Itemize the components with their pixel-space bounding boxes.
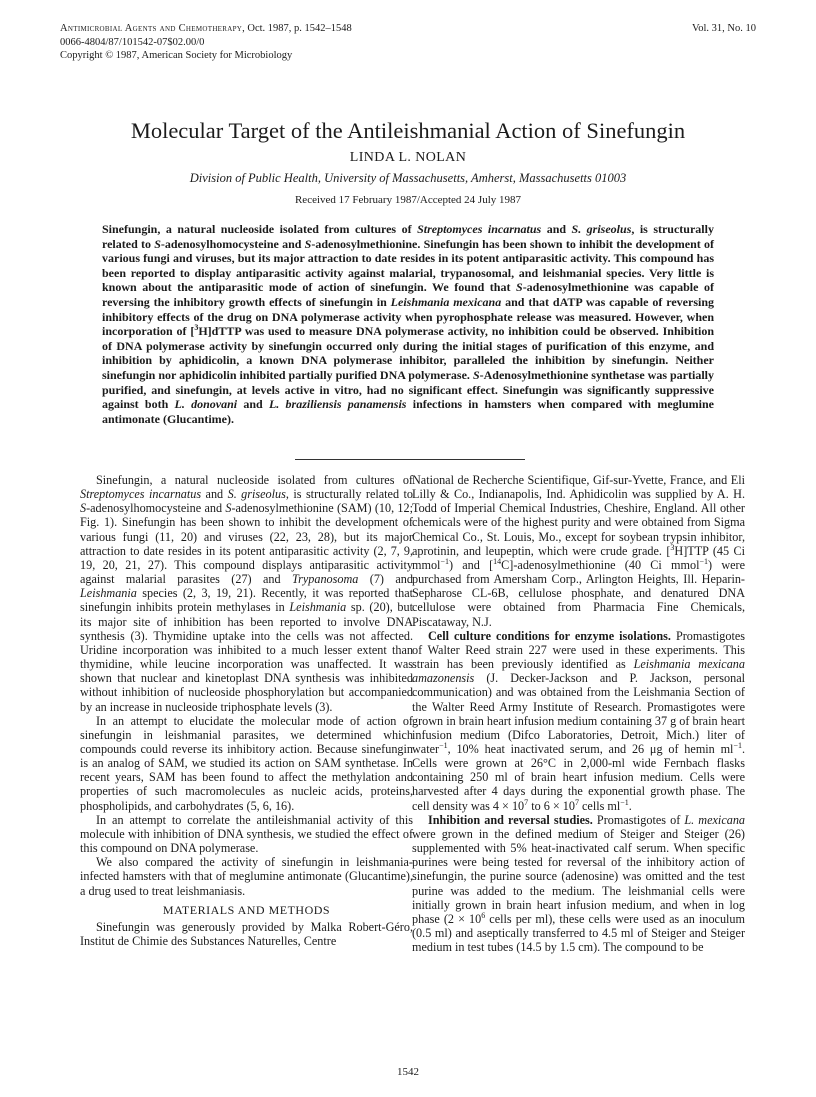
- text-run: In an attempt to correlate the antileishmanial activity of this molecule with inhibition of DNA synthesis, we studied the effect of this compound on DNA polymerase.: [80, 812, 413, 856]
- text-run: C]-adenosylmethionine (40 Ci mmol: [501, 557, 700, 572]
- text-run: and: [541, 222, 572, 236]
- text-run: -adenosylmethionine. Sinefungin has been shown to inhibit the development of various fungi and viruses, but its major attraction to date resides in its potent antiparasitic activity. This compound has been reported to display antiparasitic activity against malarial, trypanosomal, and leishmanial species. Very little is known about the antiparasitic mode of action of sinefungin. We found that: [102, 236, 715, 295]
- author-name: LINDA L. NOLAN: [349, 150, 467, 165]
- section-divider: [295, 459, 525, 460]
- body-paragraph: [412, 473, 745, 629]
- text-run: species (2, 3, 19, 21). Recently, it was reported that sinefungin inhibits protein methylases in: [80, 586, 413, 615]
- text-run: Sinefungin, a natural nucleoside isolated from cultures of: [96, 473, 413, 487]
- text-run: Streptomyces incarnatus: [80, 487, 202, 502]
- text-run: H]TTP (45 Ci mmol: [412, 543, 745, 572]
- text-run: -Adenosylmethionine synthetase was partially purified, and sinefungin, at levels active in vitro, had no significant effect. Sinefungin was significantly suppressive against both: [102, 367, 714, 412]
- text-run: cells ml: [578, 798, 621, 813]
- body-paragraph: [412, 629, 745, 813]
- author-affiliation: Division of Public Health, University of Massachusetts, Amherst, Massachusetts 01003: [189, 171, 627, 185]
- text-run: S: [80, 501, 87, 516]
- text-run: Cell culture conditions for enzyme isolations.: [428, 628, 671, 643]
- text-run: (7) and: [358, 572, 413, 587]
- text-run: to 6 × 10: [528, 798, 575, 813]
- body-paragraph: [80, 714, 413, 813]
- text-run: ) were purchased from Amersham Corp., Arlington Heights, Ill. Heparin-Sepharose CL-6B, cellulose phosphate, and denatured DNA cellulose were obtained from Pharmacia Fine Chemicals, Piscataway, N.J.: [412, 557, 745, 629]
- text-run: L. mexicana: [684, 812, 746, 827]
- text-run: -adenosylhomocysteine and: [86, 501, 226, 516]
- text-run: -adenosylhomocysteine and: [160, 236, 305, 251]
- text-run: and: [201, 487, 228, 502]
- text-run: S: [154, 236, 161, 251]
- text-run: (J. Decker-Jackson and P. Jackson, personal communication) and was obtained from the Leishmania Section of the Walter Reed Army Institute of Research. Promastigotes were grown in brain heart infusion medium containing 37 g of brain heart infusion medium (Difco Laboratories, Detroit, Mich.) liter of water: [412, 671, 745, 756]
- body-paragraph: [80, 473, 413, 714]
- text-run: -adenosylmethionine was capable of reversing the inhibitory growth effects of sinefungin in: [102, 280, 714, 309]
- text-run: Sinefungin, a natural nucleoside isolated from cultures of: [102, 222, 418, 236]
- text-run: L. donovani: [174, 397, 238, 412]
- text-run: , 10% heat inactivated serum, and 26 μg of hemin ml: [447, 741, 734, 756]
- text-run: In an attempt to elucidate the molecular mode of action of sinefungin in leishmanial parasites, we determined which compounds could reverse its inhibitory action. Because sinefungin is an analog of SAM, we studied its action on SAM synthetase. In recent years, SAM has been found to affect the methylation and properties of such macromolecules as nucleic acids, proteins, phospholipids, and carbohydrates (5, 6, 16).: [80, 713, 413, 813]
- body-paragraph: [80, 855, 413, 897]
- text-run: −1: [733, 740, 742, 750]
- volume-number: Vol. 31, No. 10: [692, 23, 756, 34]
- text-run: . Cells were grown at 26°C in 2,000-ml wide Fernbach flasks containing 250 ml of brain heart infusion medium. Cells were harvested after 4 days during the exponential growth phase. The cell density was 4 × 10: [412, 741, 745, 813]
- text-run: were grown in the defined medium of Steiger and Steiger (26) supplemented with 5% heat-inactivated calf serum. When specific purines were being tested for reversal of the inhibitory action of sinefungin, the purine source (adenosine) was omitted and the test purine was added to the medium. The leishmanial cells were initially grown in brain heart infusion medium, and when in log phase (2 × 10: [412, 826, 745, 926]
- text-run: and that dATP was capable of reversing inhibitory effects of the drug on DNA polymerase activity when pyrophosphate release was measured. However, when incorporation of [: [102, 294, 714, 339]
- received-dates: Received 17 February 1987/Accepted 24 July 1987: [294, 194, 522, 206]
- text-run: ) and [: [448, 557, 494, 572]
- body-paragraph: [80, 920, 413, 948]
- body-column-left: [80, 473, 413, 948]
- text-run: Leishmania mexicana amazonensis: [412, 657, 745, 686]
- text-run: Streptomyces incarnatus: [417, 222, 542, 236]
- journal-name: Antimicrobial Agents and Chemotherapy: [60, 23, 243, 34]
- text-run: Leishmania: [289, 600, 347, 615]
- text-run: sp. (20), but its major site of inhibition has been reported to involve DNA synthesis (3). Thymidine uptake into the cells was not affected. Uridine incorporation was inhibited to a much lesser extent than thymidine, while leucine incorporation was unaffected. It was shown that nuclear and kinetoplast DNA synthesis was inhibited without inhibition of nucleoside phosphorylation but accompanied by an increase in nucleoside triphosphate levels (3).: [80, 600, 413, 714]
- copyright-line: Copyright © 1987, American Society for Microbiology: [60, 50, 293, 61]
- section-heading: MATERIALS AND METHODS: [162, 902, 331, 917]
- text-run: , is structurally related to: [285, 487, 413, 502]
- article-code: 0066-4804/87/101542-07$02.00/0: [60, 36, 205, 48]
- text-run: L. braziliensis panamensis: [268, 397, 407, 412]
- text-run: 7: [574, 797, 579, 807]
- text-run: Sinefungin was generously provided by Malka Robert-Géro, Institut de Chimie des Substances Naturelles, Centre: [80, 919, 413, 948]
- text-run: −1: [439, 740, 448, 750]
- text-run: Promastigotes of Walter Reed strain 227 were used in these experiments. This strain has been previously identified as: [412, 628, 746, 672]
- text-run: and: [237, 397, 269, 412]
- text-run: -adenosylmethionine (SAM) (10, 12; Fig. 1). Sinefungin has been shown to inhibit the development of various fungi (11, 20) and viruses (22, 23, 28), but its major attraction to date resides in its potent antiparasitic activity (2, 7, 9, 19, 20, 21, 27). This compound displays antiparasitic activity against malarial parasites (27) and: [80, 501, 413, 587]
- text-run: 7: [524, 797, 529, 807]
- abstract: [102, 222, 714, 426]
- text-run: National de Recherche Scientifique, Gif-sur-Yvette, France, and Eli Lilly & Co., Indianapolis, Ind. Aphidicolin was supplied by A. H. Todd of Imperial Chemical Industries, Cheshire, England. All other chemicals were of the highest purity and were obtained from Sigma Chemical Co., St. Louis, Mo., except for soybean trypsin inhibitor, aprotinin, and leupeptin, which were crude grade. [: [412, 473, 745, 558]
- text-run: H]dTTP was used to measure DNA polymerase activity, no inhibition could be observed. Inhibition of DNA polymerase activity by sinefungin occurred only during the initial stages of purification of this enzyme, and inhibition by aphidicolin, a known DNA polymerase inhibitor, paralleled the inhibition by sinefungin. Neither sinefungin nor aphidicolin inhibited partially purified DNA polymerase.: [102, 324, 714, 382]
- text-run: Promastigotes of: [592, 812, 685, 827]
- text-run: , is structurally related to: [102, 222, 714, 251]
- body-paragraph: [412, 813, 745, 955]
- article-title: Molecular Target of the Antileishmanial Action of Sinefungin: [130, 118, 686, 143]
- text-run: −1: [699, 556, 709, 566]
- text-run: Inhibition and reversal studies.: [428, 812, 593, 827]
- text-run: 3: [194, 323, 199, 333]
- text-run: S: [516, 280, 523, 295]
- text-run: 6: [481, 910, 486, 920]
- text-run: Trypanosoma: [292, 572, 359, 587]
- text-run: cells per ml), these cells were used as an inoculum (0.5 ml) and aseptically transferred to 4.5 ml of Steiger and Steiger medium in test tubes (14.5 by 1.5 cm). The compound to be: [412, 911, 746, 955]
- text-run: −1: [620, 797, 629, 807]
- text-run: Leishmania: [80, 586, 137, 601]
- text-run: .: [628, 798, 632, 813]
- text-run: S: [225, 501, 232, 516]
- text-run: S: [472, 367, 480, 382]
- body-column-right: [412, 473, 745, 954]
- text-run: 14: [493, 556, 502, 566]
- text-run: S. griseolus: [571, 222, 632, 236]
- journal-citation: [60, 22, 756, 36]
- text-run: infections in hamsters when compared with meglumine antimonate (Glucantime).: [102, 397, 714, 426]
- issue-info: , Oct. 1987, p. 1542–1548: [242, 23, 352, 34]
- body-paragraph: [80, 813, 413, 855]
- page-number: 1542: [397, 1066, 419, 1078]
- text-run: We also compared the activity of sinefungin in leishmania-infected hamsters with that of meglumine antimonate (Glucantime), a drug used to treat leishmaniasis.: [80, 855, 413, 898]
- running-header: [60, 22, 756, 63]
- text-run: S. griseolus: [227, 487, 286, 502]
- text-run: S: [304, 236, 312, 251]
- text-run: −1: [440, 556, 449, 566]
- text-run: Leishmania mexicana: [390, 294, 502, 309]
- text-run: 3: [670, 542, 675, 552]
